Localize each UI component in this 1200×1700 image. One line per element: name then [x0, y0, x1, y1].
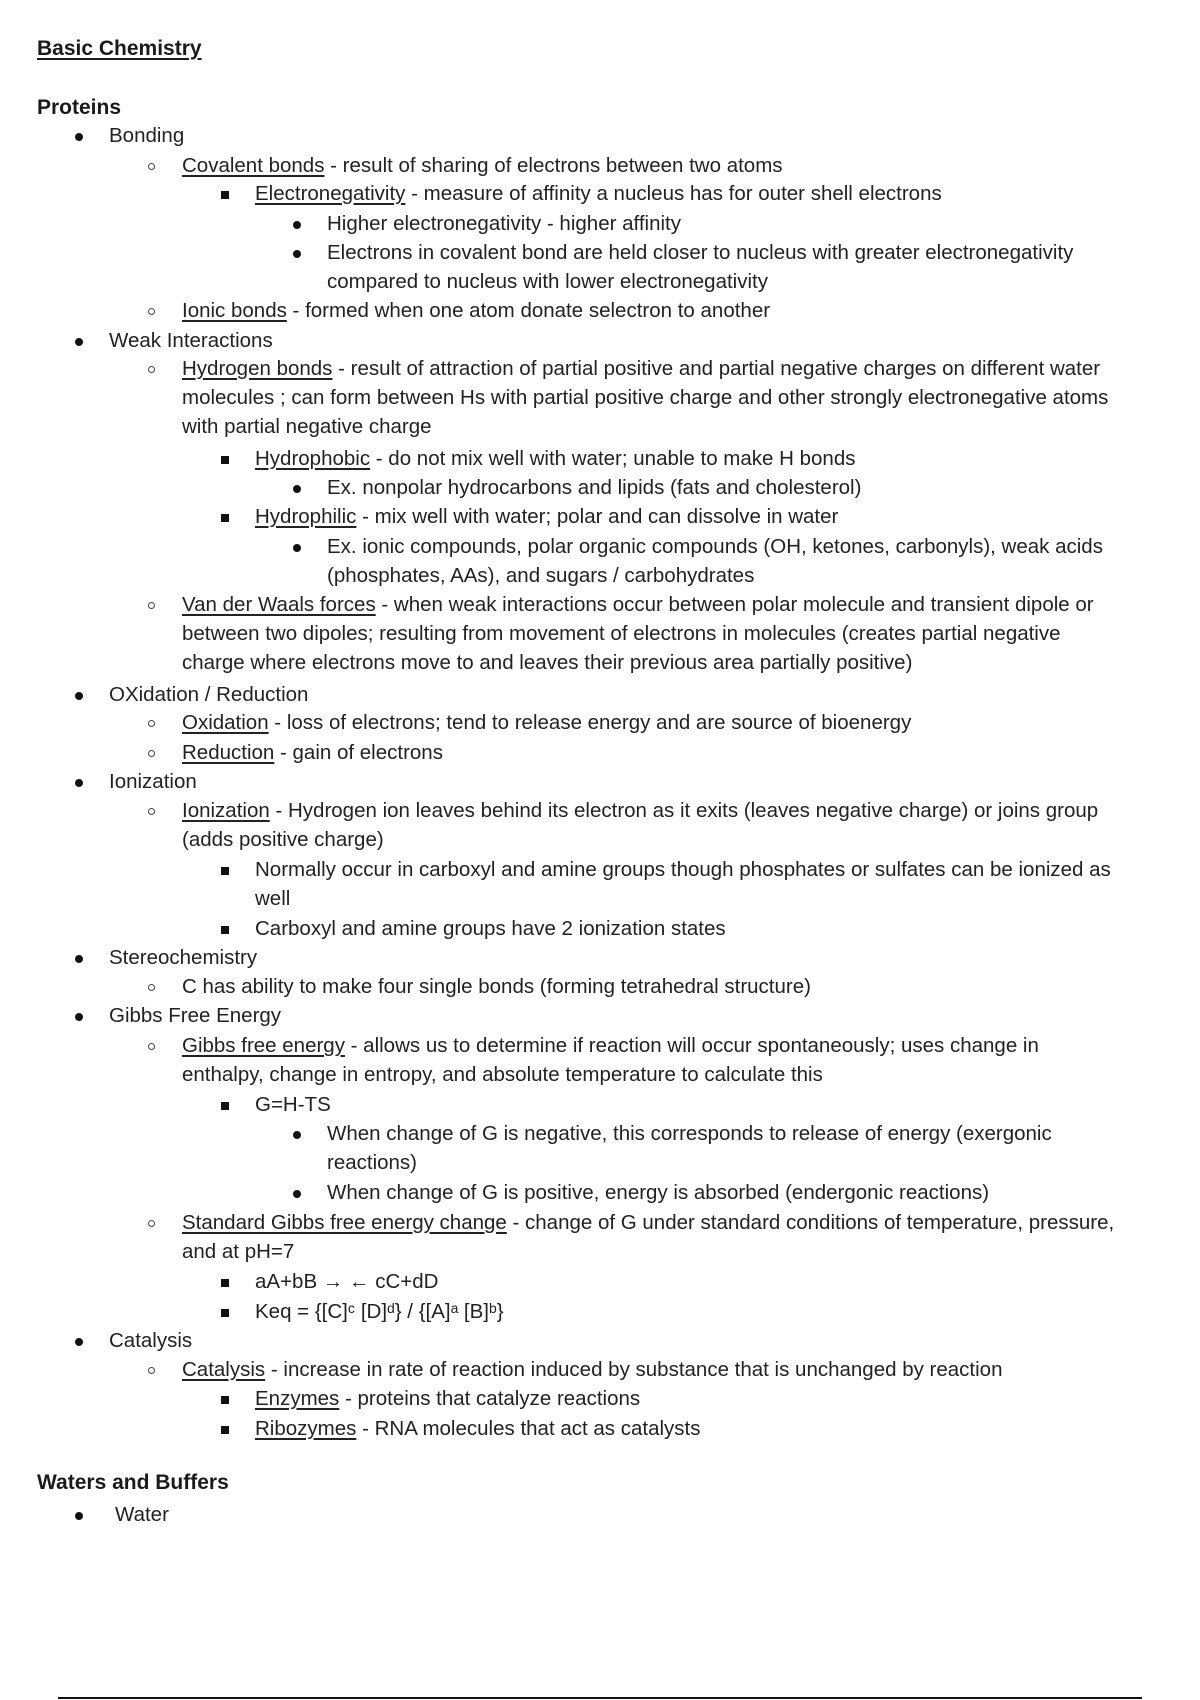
outline-line: Water: [115, 1503, 169, 1526]
section-heading-proteins: Proteins: [37, 96, 122, 119]
outline-line: Bonding: [109, 124, 185, 147]
outline-line: (phosphates, AAs), and sugars / carbohydrates: [327, 564, 755, 587]
outline-line: enthalpy, change in entropy, and absolute temperature to calculate this: [182, 1063, 823, 1086]
outline-line: OXidation / Reduction: [109, 683, 309, 706]
outline-line: Electrons in covalent bond are held closer to nucleus with greater electronegativity: [327, 241, 1074, 264]
defined-term: Reduction: [182, 741, 275, 764]
outline-line: Standard Gibbs free energy change - change of G under standard conditions of temperature, pressure,: [182, 1211, 1115, 1234]
page-bottom-divider: [58, 1697, 1142, 1699]
defined-term: Electronegativity: [255, 182, 406, 205]
outline-line: Normally occur in carboxyl and amine groups though phosphates or sulfates can be ionized as: [255, 858, 1111, 881]
defined-term: Van der Waals forces: [182, 593, 376, 616]
bullet-square: [221, 1309, 229, 1317]
page-title: Basic Chemistry: [37, 37, 202, 60]
outline-line: Gibbs free energy - allows us to determine if reaction will occur spontaneously; uses change in: [182, 1034, 1039, 1057]
outline-line: Ex. nonpolar hydrocarbons and lipids (fats and cholesterol): [327, 476, 862, 499]
bullet-disc: [293, 1131, 301, 1139]
bullet-circle: [148, 602, 155, 609]
outline-line: Electronegativity - measure of affinity a nucleus has for outer shell electrons: [255, 182, 942, 205]
outline-line: Higher electronegativity - higher affinity: [327, 212, 681, 235]
outline-line: When change of G is positive, energy is absorbed (endergonic reactions): [327, 1181, 990, 1204]
outline-line: Gibbs Free Energy: [109, 1004, 282, 1027]
defined-term: Oxidation: [182, 711, 269, 734]
outline-line: between two dipoles; resulting from movement of electrons in molecules (creates partial negative: [182, 622, 1061, 645]
bullet-disc: [75, 692, 83, 700]
outline-line: Ionization: [109, 770, 197, 793]
outline-line: Catalysis: [109, 1329, 193, 1352]
outline-line: Van der Waals forces - when weak interactions occur between polar molecule and transient dipole or: [182, 593, 1094, 616]
defined-term: Standard Gibbs free energy change: [182, 1211, 507, 1234]
outline-line: When change of G is negative, this corresponds to release of energy (exergonic: [327, 1122, 1052, 1145]
outline-line: Ex. ionic compounds, polar organic compounds (OH, ketones, carbonyls), weak acids: [327, 535, 1103, 558]
outline-line: (adds positive charge): [182, 828, 384, 851]
defined-term: Ribozymes: [255, 1417, 357, 1440]
outline-line: Keq = {[C]ᶜ [D]ᵈ} / {[A]ᵃ [B]ᵇ}: [255, 1300, 504, 1323]
bullet-circle: [148, 1367, 155, 1374]
bullet-circle: [148, 808, 155, 815]
defined-term: Covalent bonds: [182, 154, 325, 177]
bullet-square: [221, 1396, 229, 1404]
outline-line: Ionization - Hydrogen ion leaves behind its electron as it exits (leaves negative charge) or joins group: [182, 799, 1099, 822]
bullet-square: [221, 1426, 229, 1434]
outline-line: Weak Interactions: [109, 329, 273, 352]
outline-line: Stereochemistry: [109, 946, 258, 969]
bullet-square: [221, 926, 229, 934]
defined-term: Catalysis: [182, 1358, 266, 1381]
bullet-disc: [293, 485, 301, 493]
bullet-disc: [75, 338, 83, 346]
bullet-circle: [148, 720, 155, 727]
outline-line: reactions): [327, 1151, 418, 1174]
bullet-square: [221, 1102, 229, 1110]
outline-line: G=H-TS: [255, 1093, 331, 1116]
bullet-circle: [148, 163, 155, 170]
outline-line: Ribozymes - RNA molecules that act as catalysts: [255, 1417, 701, 1440]
bullet-circle: [148, 750, 155, 757]
outline-line: Covalent bonds - result of sharing of electrons between two atoms: [182, 154, 783, 177]
bullet-square: [221, 514, 229, 522]
outline-line: Reduction - gain of electrons: [182, 741, 443, 764]
outline-line: Hydrophobic - do not mix well with water; unable to make H bonds: [255, 447, 856, 470]
outline-line: Hydrophilic - mix well with water; polar and can dissolve in water: [255, 505, 839, 528]
bullet-disc: [75, 1013, 83, 1021]
bullet-disc: [75, 779, 83, 787]
outline-line: molecules ; can form between Hs with partial positive charge and other strongly electronegative atoms: [182, 386, 1109, 409]
defined-term: Ionic bonds: [182, 299, 287, 322]
bullet-disc: [293, 221, 301, 229]
bullet-circle: [148, 308, 155, 315]
bullet-square: [221, 191, 229, 199]
outline-line: Ionic bonds - formed when one atom donate selectron to another: [182, 299, 771, 322]
outline-line: aA+bB → ← cC+dD: [255, 1270, 439, 1293]
bullet-circle: [148, 1220, 155, 1227]
bullet-square: [221, 456, 229, 464]
defined-term: Hydrophobic: [255, 447, 371, 470]
outline-line: Hydrogen bonds - result of attraction of partial positive and partial negative charges on different water: [182, 357, 1101, 380]
bullet-circle: [148, 984, 155, 991]
outline-line: Oxidation - loss of electrons; tend to release energy and are source of bioenergy: [182, 711, 912, 734]
outline-line: with partial negative charge: [182, 415, 432, 438]
defined-term: Hydrophilic: [255, 505, 357, 528]
defined-term: Ionization: [182, 799, 270, 822]
defined-term: Gibbs free energy: [182, 1034, 345, 1057]
defined-term: Hydrogen bonds: [182, 357, 333, 380]
bullet-square: [221, 867, 229, 875]
outline-line: and at pH=7: [182, 1240, 295, 1263]
outline-line: C has ability to make four single bonds (forming tetrahedral structure): [182, 975, 811, 998]
bullet-disc: [75, 955, 83, 963]
outline-line: charge where electrons move to and leaves their previous area partially positive): [182, 651, 913, 674]
bullet-disc: [75, 1338, 83, 1346]
outline-line: Enzymes - proteins that catalyze reactions: [255, 1387, 641, 1410]
bullet-disc: [75, 133, 83, 141]
bullet-disc: [75, 1512, 83, 1520]
bullet-square: [221, 1279, 229, 1287]
outline-line: well: [255, 887, 291, 910]
defined-term: Enzymes: [255, 1387, 340, 1410]
bullet-disc: [293, 250, 301, 258]
outline-line: Carboxyl and amine groups have 2 ionization states: [255, 917, 726, 940]
bullet-circle: [148, 366, 155, 373]
section-heading-waters-and-buffers: Waters and Buffers: [37, 1471, 229, 1494]
bullet-disc: [293, 544, 301, 552]
bullet-circle: [148, 1043, 155, 1050]
outline-line: Catalysis - increase in rate of reaction induced by substance that is unchanged by reaction: [182, 1358, 1003, 1381]
outline-line: compared to nucleus with lower electronegativity: [327, 270, 768, 293]
bullet-disc: [293, 1190, 301, 1198]
